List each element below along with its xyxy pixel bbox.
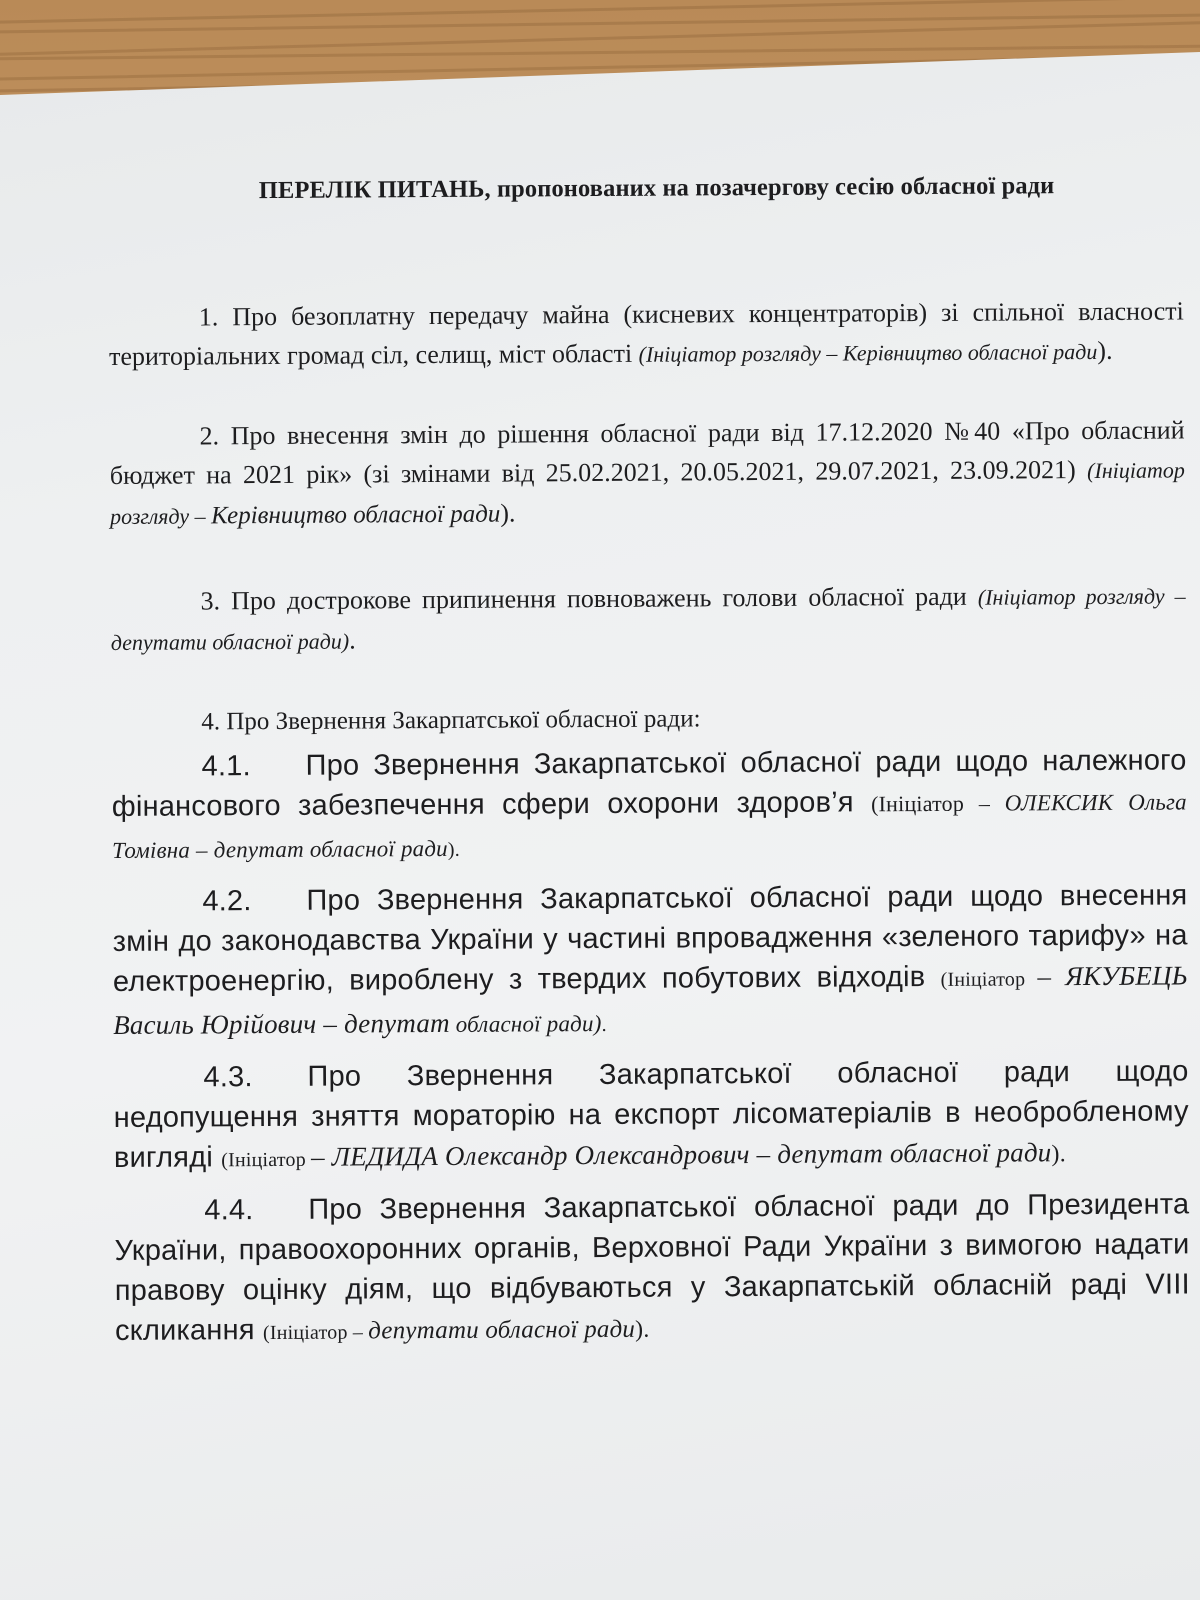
agenda-subitem-4-2-initiator-end: обласної ради) bbox=[449, 1011, 602, 1037]
agenda-subitem-4-1-initiator: ОЛЕКСИК Ольга Томівна – депутат обласної ради bbox=[112, 789, 1187, 863]
agenda-item-2 bbox=[109, 410, 1185, 536]
agenda-item-1-initiator: (Ініціатор розгляду – Керівництво обласної ради bbox=[638, 338, 1098, 367]
agenda-subitem-4-1-number: 4.1. bbox=[201, 750, 251, 783]
agenda-item-1-text: 1. Про безоплатну передачу майна (кисневих концентраторів) зі спільної власності територіальних громад сіл, селищ, міст області bbox=[109, 296, 1184, 371]
agenda-subitem-4-3-text: Про Звернення Закарпатської обласної ради щодо недопущення зняття мораторію на експорт лісоматеріалів в необробленому вигляді bbox=[113, 1055, 1189, 1174]
agenda-subitem-4-4-number: 4.4. bbox=[204, 1194, 254, 1227]
agenda-item-2-initiator-label: (Ініціатор розгляду – bbox=[109, 457, 1185, 529]
agenda-subitem-4-4-tail: ). bbox=[635, 1316, 650, 1343]
agenda-subitem-4-1-tail: ). bbox=[447, 838, 460, 861]
agenda-item-3-tail: . bbox=[349, 625, 356, 655]
agenda-subitem-4-4-initiator-label: (Ініціатор – bbox=[262, 1321, 369, 1345]
agenda-item-1 bbox=[109, 291, 1184, 377]
agenda-subitem-4-3 bbox=[113, 1051, 1189, 1181]
agenda-subitem-4-3-initiator-label: (Ініціатор bbox=[221, 1148, 312, 1172]
agenda-subitem-4-2-initiator: – ЯКУБЕЦЬ Василь Юрійович – депутат bbox=[113, 960, 1188, 1040]
agenda-item-3-initiator: (Ініціатор розгляду – депутати обласної ради) bbox=[110, 583, 1186, 655]
agenda-item-1-tail: ). bbox=[1097, 335, 1113, 365]
agenda-subitem-4-3-tail: ). bbox=[1051, 1141, 1066, 1168]
agenda-item-2-initiator: Керівництво обласної ради bbox=[210, 500, 501, 530]
document-body bbox=[108, 171, 1190, 1354]
agenda-subitem-4-1-initiator-label: (Ініціатор – bbox=[870, 790, 1005, 817]
agenda-subitem-4-2-tail: . bbox=[601, 1013, 607, 1037]
agenda-item-4 bbox=[111, 697, 1186, 741]
agenda-item-3-text: 3. Про дострокове припинення повноважень голови обласної ради bbox=[200, 581, 978, 616]
agenda-item-2-text: 2. Про внесення змін до рішення обласної ради від 17.12.2020 №40 «Про обласний бюджет на 2021 рік» (зі змінами від 25.02.2021, 20.05.2021, 29.07.2021, 23.09.2021) bbox=[109, 415, 1185, 490]
agenda-subitem-4-2 bbox=[112, 875, 1188, 1048]
agenda-subitem-4-2-initiator-label: (Ініціатор bbox=[940, 968, 1038, 991]
agenda-item-3 bbox=[110, 575, 1185, 662]
agenda-item-4-text: 4. Про Звернення Закарпатської обласної ради: bbox=[201, 705, 701, 736]
agenda-subitem-4-1 bbox=[111, 740, 1187, 872]
agenda-subitem-4-4 bbox=[114, 1184, 1190, 1354]
agenda-subitem-4-3-number: 4.3. bbox=[203, 1061, 253, 1094]
agenda-subitem-4-4-text: Про Звернення Закарпатської обласної ради до Президента України, правоохоронних органів, Верховної Ради України з вимогою надати правову оцінку діям, що відбуваються у Закарпатській обласній раді VIII скликання bbox=[114, 1188, 1190, 1347]
agenda-subitem-4-3-initiator: – ЛЕДИДА Олександр Олександрович – депутат обласної ради bbox=[310, 1137, 1052, 1172]
agenda-subitem-4-2-number: 4.2. bbox=[202, 885, 252, 918]
agenda-subitem-4-1-text: Про Звернення Закарпатської обласної ради щодо належного фінансового забезпечення сфери охорони здоров’я bbox=[111, 744, 1187, 823]
document-title: ПЕРЕЛІК ПИТАНЬ, пропонованих на позачергову сесію обласної ради bbox=[258, 172, 1055, 205]
agenda-subitem-4-2-text: Про Звернення Закарпатської обласної ради щодо внесення змін до законодавства України у частині впровадження «зеленого тарифу» на електроенергію, вироблену з твердих побутових відходів bbox=[112, 879, 1188, 998]
agenda-subitem-4-4-initiator: депутати обласної ради bbox=[368, 1315, 636, 1345]
agenda-item-2-tail: ). bbox=[500, 498, 516, 528]
